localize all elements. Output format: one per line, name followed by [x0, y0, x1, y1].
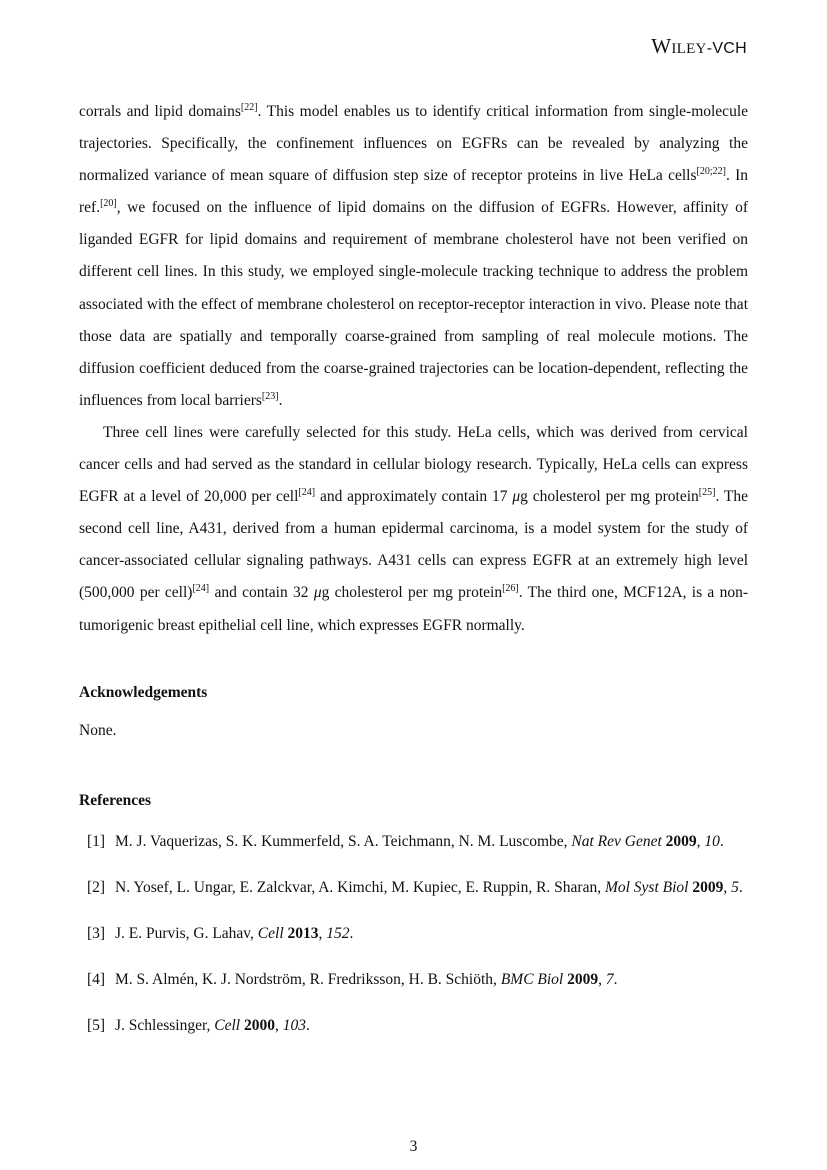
page-number: 3	[409, 1138, 418, 1155]
reference-volume: 152	[326, 925, 350, 942]
reference-year: 2009	[692, 879, 724, 896]
reference-item: [1] M. J. Vaquerizas, S. K. Kummerfeld, S. A. Teichmann, N. M. Luscombe, Nat Rev Genet 2009, 10.	[79, 826, 748, 858]
reference-year: 2013	[287, 925, 319, 942]
text-run: and approximately contain 17	[315, 488, 513, 506]
mu-symbol: μ	[512, 488, 521, 506]
reference-year: 2000	[243, 1017, 275, 1034]
reference-journal: Cell	[257, 925, 284, 942]
reference-number: [5]	[87, 1017, 106, 1034]
text-run: . In ref.	[79, 167, 748, 217]
text-run: g cholesterol per mg protein	[321, 584, 503, 602]
citation: [26]	[502, 583, 519, 595]
reference-item: [5] J. Schlessinger, Cell 2000, 103.	[79, 1010, 748, 1042]
publisher-name: ILEY	[671, 41, 707, 57]
acknowledgements-text: None.	[79, 722, 117, 739]
reference-authors: M. J. Vaquerizas, S. K. Kummerfeld, S. A. Teichmann, N. M. Luscombe,	[115, 833, 572, 850]
reference-item: [4] M. S. Almén, K. J. Nordström, R. Fredriksson, H. B. Schiöth, BMC Biol 2009, 7.	[79, 964, 748, 996]
reference-volume: 103	[282, 1017, 306, 1034]
text-run: . This model enables us to identify critical information from single-molecule trajectories. Specifically, the confinement influences on EGFRs can be revealed by analyzing the normalized variance of mean square of diffusion step size of receptor proteins in live HeLa cells	[79, 103, 749, 185]
publisher-suffix: -VCH	[706, 40, 747, 57]
citation: [20]	[100, 198, 117, 210]
reference-authors: N. Yosef, L. Ungar, E. Zalckvar, A. Kimchi, M. Kupiec, E. Ruppin, R. Sharan,	[115, 879, 605, 896]
reference-authors: J. E. Purvis, G. Lahav,	[115, 925, 258, 942]
reference-journal: BMC Biol	[500, 971, 564, 988]
text-run: , we focused on the influence of lipid domains on the diffusion of EGFRs. However, affinity of liganded EGFR for lipid domains and requirement of membrane cholesterol have not been verified on different cell lines. In this study, we employed single-molecule tracking technique to address the problem associated with the effect of membrane cholesterol on receptor-receptor interaction in vivo. Please note that those data are spatially and temporally coarse-grained from sampling of real molecule motions. The diffusion coefficient deduced from the coarse-grained trajectories can be location-dependent, reflecting the influences from local barriers	[79, 199, 748, 409]
reference-volume: 10	[704, 833, 720, 850]
reference-volume: 5	[731, 879, 739, 896]
reference-authors: M. S. Almén, K. J. Nordström, R. Fredriksson, H. B. Schiöth,	[115, 971, 501, 988]
reference-number: [3]	[87, 925, 106, 942]
citation: [25]	[698, 487, 716, 499]
references-heading: References	[79, 792, 152, 809]
citation: [22]	[240, 102, 258, 113]
reference-year: 2009	[567, 971, 599, 988]
text-run: Three cell lines were carefully selected for this study. HeLa cells, which was derived from cervical cancer cells and had served as the standard in cellular biology research. Typically, HeLa cells can express EGFR at a level of 20,000 per cell	[79, 423, 748, 506]
text-run: .	[278, 391, 283, 409]
citation: [24]	[298, 487, 316, 499]
publisher-initial: W	[651, 34, 672, 58]
acknowledgements-heading: Acknowledgements	[79, 684, 208, 701]
text-run: g cholesterol per mg protein	[520, 488, 699, 506]
reference-journal: Nat Rev Genet	[571, 833, 662, 850]
body-text	[79, 96, 748, 642]
reference-journal: Cell	[214, 1017, 241, 1034]
reference-number: [4]	[87, 971, 106, 988]
text-run: . The second cell line, A431, derived from a human epidermal carcinoma, is a model system for the study of cancer-associated cellular signaling pathways. A431 cells can express EGFR at an extremely high level (500,000 per cell)	[79, 488, 748, 602]
citation: [24]	[192, 583, 210, 595]
citation: [23]	[261, 390, 279, 402]
citation: [20;22]	[696, 166, 726, 178]
reference-year: 2009	[665, 833, 697, 850]
text-run: . The third one, MCF12A, is a non-tumorigenic breast epithelial cell line, which expresses EGFR normally.	[79, 584, 748, 634]
reference-number: [2]	[87, 879, 106, 896]
paragraph-1	[79, 96, 748, 417]
publisher-logo	[651, 34, 747, 59]
reference-list	[79, 826, 748, 1056]
mu-symbol: μ	[313, 584, 322, 602]
reference-item: [2] N. Yosef, L. Ungar, E. Zalckvar, A. Kimchi, M. Kupiec, E. Ruppin, R. Sharan, Mol Syst Biol 2009, 5.	[79, 872, 748, 904]
paragraph-2	[79, 417, 748, 642]
reference-number: [1]	[87, 833, 106, 850]
reference-authors: J. Schlessinger,	[115, 1017, 215, 1034]
reference-volume: 7	[605, 971, 614, 988]
text-run: corrals and lipid domains	[79, 103, 241, 120]
text-run: and contain 32	[209, 584, 314, 602]
reference-journal: Mol Syst Biol	[604, 879, 689, 896]
reference-item: [3] J. E. Purvis, G. Lahav, Cell 2013, 152.	[79, 918, 748, 950]
